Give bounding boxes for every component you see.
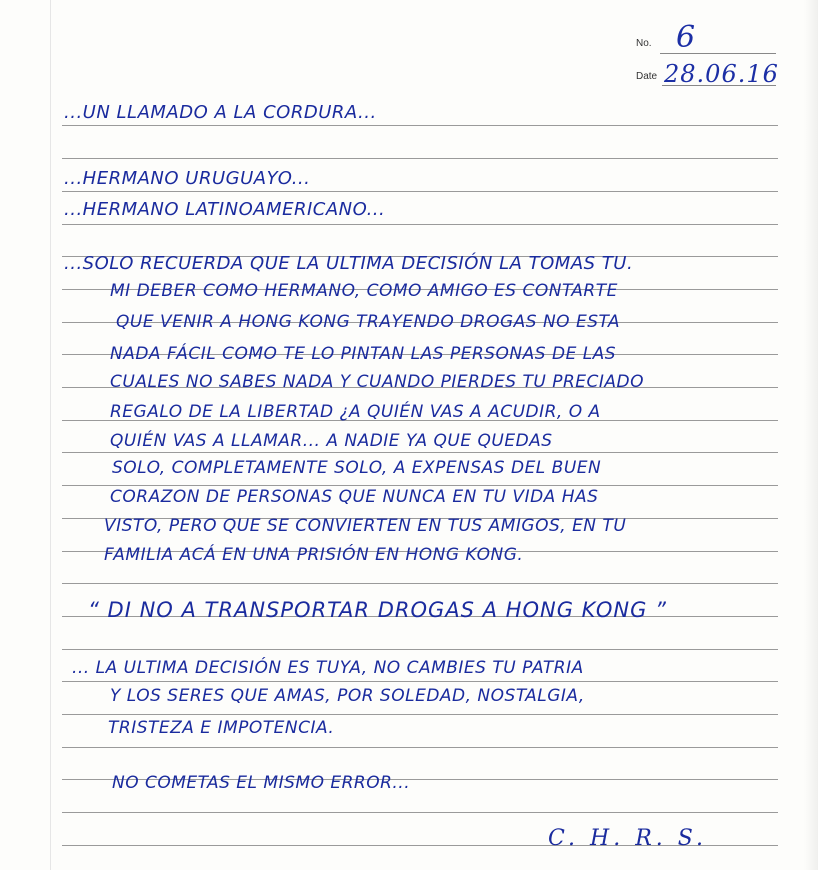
page-edge bbox=[804, 0, 818, 870]
ruled-line bbox=[62, 583, 778, 584]
letter-title: ...UN LLAMADO A LA CORDURA... bbox=[64, 102, 377, 123]
date-value: 28.06.16 bbox=[664, 60, 779, 88]
ruled-line bbox=[62, 812, 778, 813]
margin-line bbox=[50, 0, 51, 870]
letter-line: QUIÉN VAS A LLAMAR... A NADIE YA QUE QUEDAS bbox=[110, 431, 553, 451]
letter-line: ... LA ULTIMA DECISIÓN ES TUYA, NO CAMBIES TU PATRIA bbox=[72, 658, 584, 678]
letter-line: QUE VENIR A HONG KONG TRAYENDO DROGAS NO ESTA bbox=[116, 312, 620, 332]
ruled-line bbox=[62, 485, 778, 486]
number-value: 6 bbox=[676, 20, 696, 55]
letter-line: CUALES NO SABES NADA Y CUANDO PIERDES TU PRECIADO bbox=[110, 372, 645, 392]
ruled-line bbox=[62, 125, 778, 126]
ruled-line bbox=[62, 747, 778, 748]
letter-line: ...HERMANO URUGUAYO... bbox=[64, 168, 311, 189]
number-label: No. bbox=[636, 38, 652, 49]
ruled-line bbox=[62, 452, 778, 453]
letter-line: SOLO, COMPLETAMENTE SOLO, A EXPENSAS DEL BUEN bbox=[112, 458, 602, 478]
letter-line: REGALO DE LA LIBERTAD ¿A QUIÉN VAS A ACUDIR, O A bbox=[110, 402, 601, 422]
date-label: Date bbox=[636, 71, 658, 82]
ruled-line bbox=[62, 158, 778, 159]
ruled-line bbox=[62, 191, 778, 192]
ruled-line bbox=[62, 649, 778, 650]
letter-line: FAMILIA ACÁ EN UNA PRISIÓN EN HONG KONG. bbox=[104, 545, 524, 565]
letter-line: ...HERMANO LATINOAMERICANO... bbox=[64, 199, 386, 220]
letter-line: VISTO, PERO QUE SE CONVIERTEN EN TUS AMIGOS, EN TU bbox=[104, 516, 627, 536]
letter-slogan: “ DI NO A TRANSPORTAR DROGAS A HONG KONG ” bbox=[88, 598, 667, 622]
ruled-line bbox=[62, 714, 778, 715]
signature: C. H. R. S. bbox=[548, 826, 708, 851]
ruled-line bbox=[62, 224, 778, 225]
letter-line: TRISTEZA E IMPOTENCIA. bbox=[108, 718, 335, 738]
letter-line: ...SOLO RECUERDA QUE LA ULTIMA DECISIÓN LA TOMAS TU. bbox=[64, 253, 634, 274]
letter-line: NADA FÁCIL COMO TE LO PINTAN LAS PERSONAS DE LAS bbox=[110, 344, 617, 364]
letter-line: MI DEBER COMO HERMANO, COMO AMIGO ES CONTARTE bbox=[110, 281, 618, 301]
letter-closing: NO COMETAS EL MISMO ERROR... bbox=[112, 773, 411, 793]
letter-line: CORAZON DE PERSONAS QUE NUNCA EN TU VIDA HAS bbox=[110, 487, 599, 507]
ruled-line bbox=[62, 681, 778, 682]
letter-line: Y LOS SERES QUE AMAS, POR SOLEDAD, NOSTALGIA, bbox=[110, 686, 585, 706]
